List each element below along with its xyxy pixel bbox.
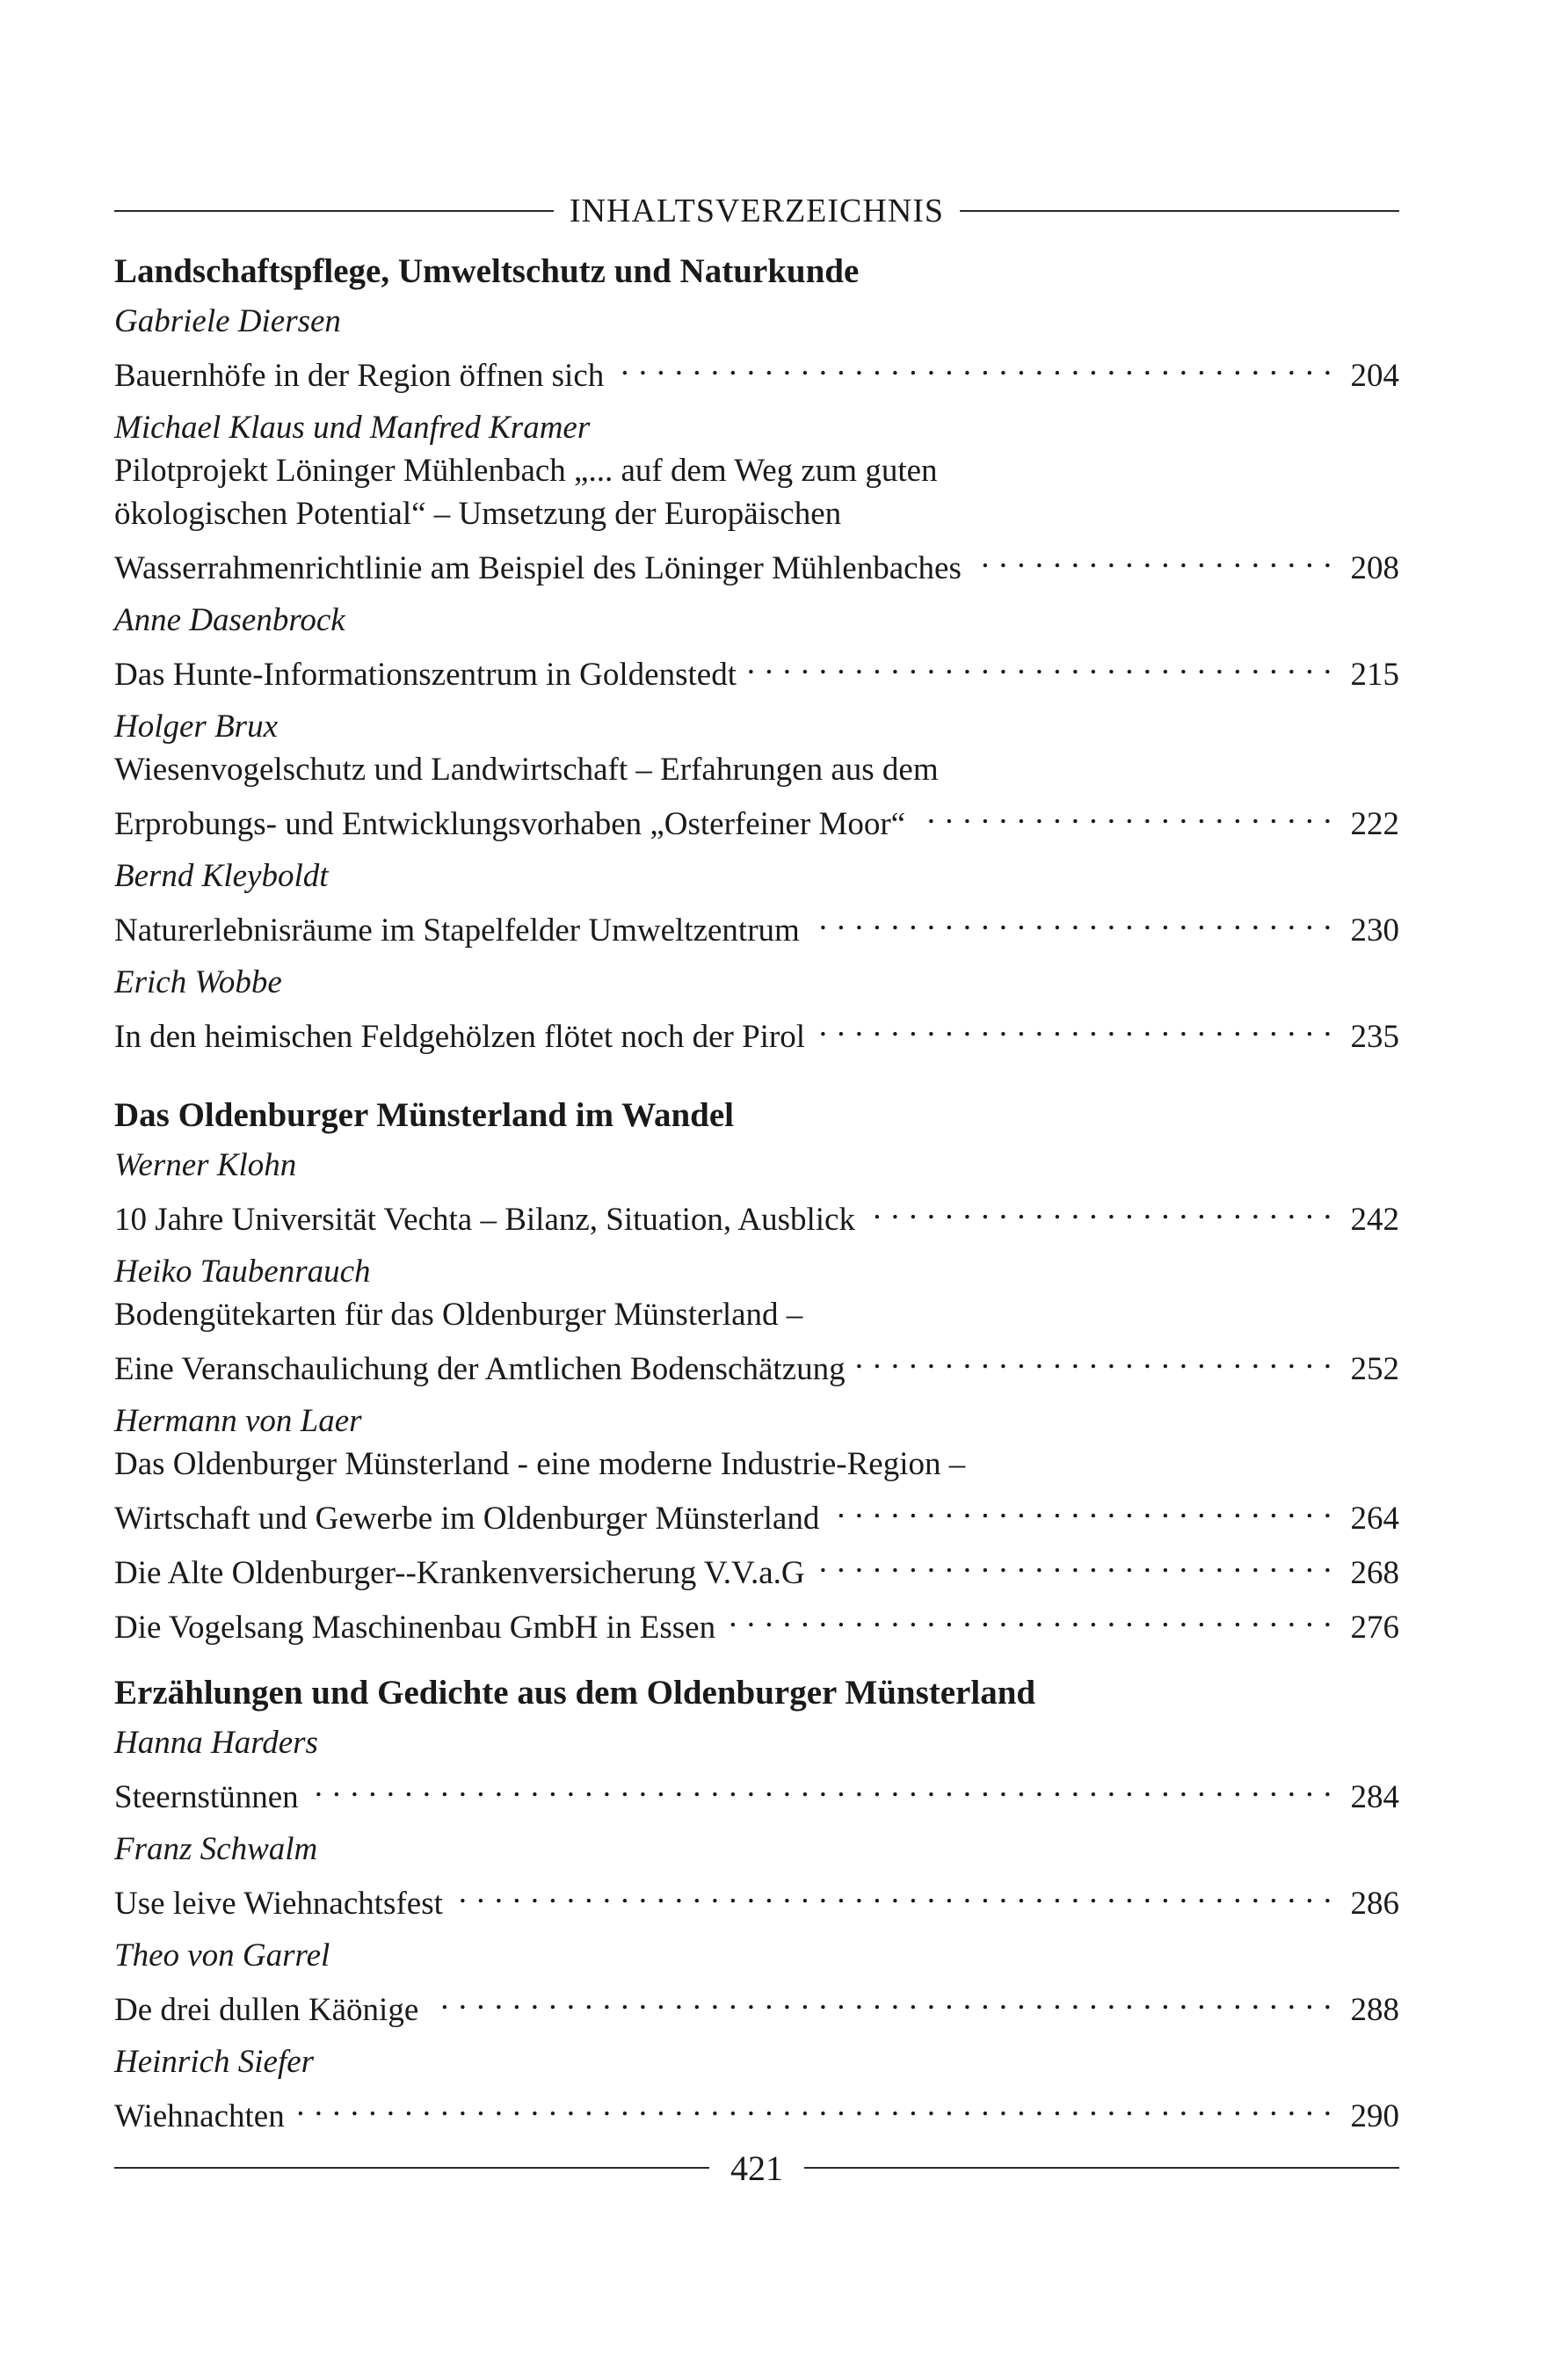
entry-page-number: 222 (1350, 806, 1399, 842)
dot-leader (830, 1486, 1332, 1529)
dot-leader (429, 1977, 1332, 2020)
toc-entry (114, 961, 1399, 1058)
entry-title: De drei dullen Käönige (114, 1992, 419, 2028)
entry-title: Bauernhöfe in der Region öffnen sich (114, 358, 605, 394)
page-footer (114, 2143, 1399, 2192)
entry-title-line (114, 535, 1399, 590)
entry-title: Die Vogelsang Maschinenbau GmbH in Essen (114, 1610, 716, 1646)
entry-page-number: 242 (1350, 1202, 1399, 1238)
dot-leader (295, 2083, 1332, 2126)
page-number: 421 (730, 2148, 783, 2188)
section-title: Das Oldenburger Münsterland im Wandel (114, 1096, 734, 1134)
entry-title-line (114, 1977, 1399, 2032)
dot-leader (747, 642, 1332, 685)
dot-leader (856, 1336, 1332, 1379)
dot-leader (309, 1764, 1332, 1807)
dot-leader (454, 1871, 1332, 1914)
entry-author: Bernd Kleyboldt (114, 858, 329, 894)
entry-title-line (114, 642, 1399, 696)
entry-page-number: 230 (1350, 912, 1399, 949)
running-head-label: INHALTSVERZEICHNIS (569, 193, 945, 229)
section-landschaftspflege (114, 251, 1399, 1067)
toc-entry (114, 599, 1399, 696)
toc-entry (114, 1144, 1399, 1241)
entry-page-number: 264 (1350, 1501, 1399, 1537)
toc-entry (114, 705, 1399, 846)
entry-author: Franz Schwalm (114, 1831, 318, 1867)
entry-title-line (114, 343, 1399, 397)
entry-title: Eine Veranschaulichung der Amtlichen Bodenschätzung (114, 1351, 846, 1387)
dot-leader (810, 898, 1332, 941)
entry-title: Die Alte Oldenburger--Krankenversicherung V.V.a.G (114, 1555, 805, 1591)
entry-author: Gabriele Diersen (114, 303, 341, 339)
section-title: Erzählungen und Gedichte aus dem Oldenburger Münsterland (114, 1674, 1036, 1712)
toc-entry (114, 1250, 1399, 1391)
entry-title-line: Pilotprojekt Löninger Mühlenbach „... auf dem Weg zum guten (114, 453, 938, 489)
entry-title: Das Hunte-Informationszentrum in Goldenstedt (114, 657, 737, 693)
dot-leader (916, 791, 1332, 834)
entry-title: 10 Jahre Universität Vechta – Bilanz, Situation, Ausblick (114, 1202, 855, 1238)
footer-rule-right (804, 2167, 1399, 2169)
entry-author: Michael Klaus und Manfred Kramer (114, 410, 591, 446)
entry-author: Holger Brux (114, 709, 278, 745)
running-head (114, 186, 1399, 236)
entry-title-line (114, 1540, 1399, 1595)
entry-title-line: Das Oldenburger Münsterland - eine moderne Industrie-Region – (114, 1446, 966, 1482)
toc-entry (114, 1721, 1399, 1819)
toc-entry (114, 1934, 1399, 2032)
entry-title-line (114, 1871, 1399, 1925)
dot-leader (726, 1595, 1332, 1638)
entry-author: Erich Wobbe (114, 964, 282, 1000)
entry-title: Wiehnachten (114, 2098, 285, 2134)
entry-page-number: 290 (1350, 2098, 1399, 2134)
entry-page-number: 288 (1350, 1992, 1399, 2028)
entry-title: Erprobungs- und Entwicklungsvorhaben „Osterfeiner Moor“ (114, 806, 906, 842)
entry-page-number: 208 (1350, 550, 1399, 586)
entry-author: Anne Dasenbrock (114, 602, 345, 638)
entry-title: Use leive Wiehnachtsfest (114, 1886, 443, 1922)
entry-title-line (114, 1595, 1399, 1649)
entry-title-line (114, 791, 1399, 846)
entry-title: In den heimischen Feldgehölzen flötet noch der Pirol (114, 1019, 806, 1055)
entry-title-line (114, 1187, 1399, 1241)
entry-page-number: 286 (1350, 1886, 1399, 1922)
toc-entry (114, 1828, 1399, 1925)
entry-title: Wasserrahmenrichtlinie am Beispiel des Löninger Mühlenbaches (114, 550, 962, 586)
dot-leader (866, 1187, 1332, 1230)
entry-page-number: 268 (1350, 1555, 1399, 1591)
dot-leader (614, 343, 1332, 386)
dot-leader (972, 535, 1332, 578)
toc-entry (114, 2040, 1399, 2138)
book-page (114, 0, 1399, 2370)
dot-leader (816, 1004, 1332, 1047)
running-head-rule-right (960, 210, 1399, 212)
entry-title-line: Bodengütekarten für das Oldenburger Münsterland – (114, 1297, 803, 1333)
entry-title-line (114, 1004, 1399, 1058)
toc-entry (114, 854, 1399, 952)
entry-title: Steernstünnen (114, 1779, 299, 1815)
entry-title: Naturerlebnisräume im Stapelfelder Umweltzentrum (114, 912, 800, 949)
entry-title-line (114, 2083, 1399, 2138)
entry-title: Wirtschaft und Gewerbe im Oldenburger Münsterland (114, 1501, 820, 1537)
entry-author: Heinrich Siefer (114, 2044, 315, 2080)
dot-leader (816, 1540, 1332, 1583)
entry-page-number: 215 (1350, 657, 1399, 693)
entry-title-line (114, 1486, 1399, 1540)
entry-page-number: 284 (1350, 1779, 1399, 1815)
entry-title-line (114, 898, 1399, 952)
toc-entry (114, 406, 1399, 590)
entry-page-number: 252 (1350, 1351, 1399, 1387)
entry-author: Heiko Taubenrauch (114, 1254, 371, 1290)
entry-author: Theo von Garrel (114, 1937, 330, 1974)
entry-page-number: 235 (1350, 1019, 1399, 1055)
section-erzaehlungen (114, 1672, 1399, 2147)
toc-entry (114, 1399, 1399, 1649)
toc-entry (114, 300, 1399, 397)
section-title: Landschaftspflege, Umweltschutz und Naturkunde (114, 252, 860, 290)
entry-author: Werner Klohn (114, 1147, 297, 1183)
entry-title-line (114, 1764, 1399, 1819)
entry-title-line: Wiesenvogelschutz und Landwirtschaft – Erfahrungen aus dem (114, 752, 939, 788)
running-head-rule-left (114, 210, 554, 212)
entry-author: Hanna Harders (114, 1725, 318, 1761)
section-muensterland-im-wandel (114, 1094, 1399, 1658)
entry-title-line: ökologischen Potential“ – Umsetzung der Europäischen (114, 496, 842, 532)
entry-author: Hermann von Laer (114, 1403, 362, 1439)
entry-title-line (114, 1336, 1399, 1391)
footer-rule-left (114, 2167, 709, 2169)
entry-page-number: 204 (1350, 358, 1399, 394)
entry-page-number: 276 (1350, 1610, 1399, 1646)
